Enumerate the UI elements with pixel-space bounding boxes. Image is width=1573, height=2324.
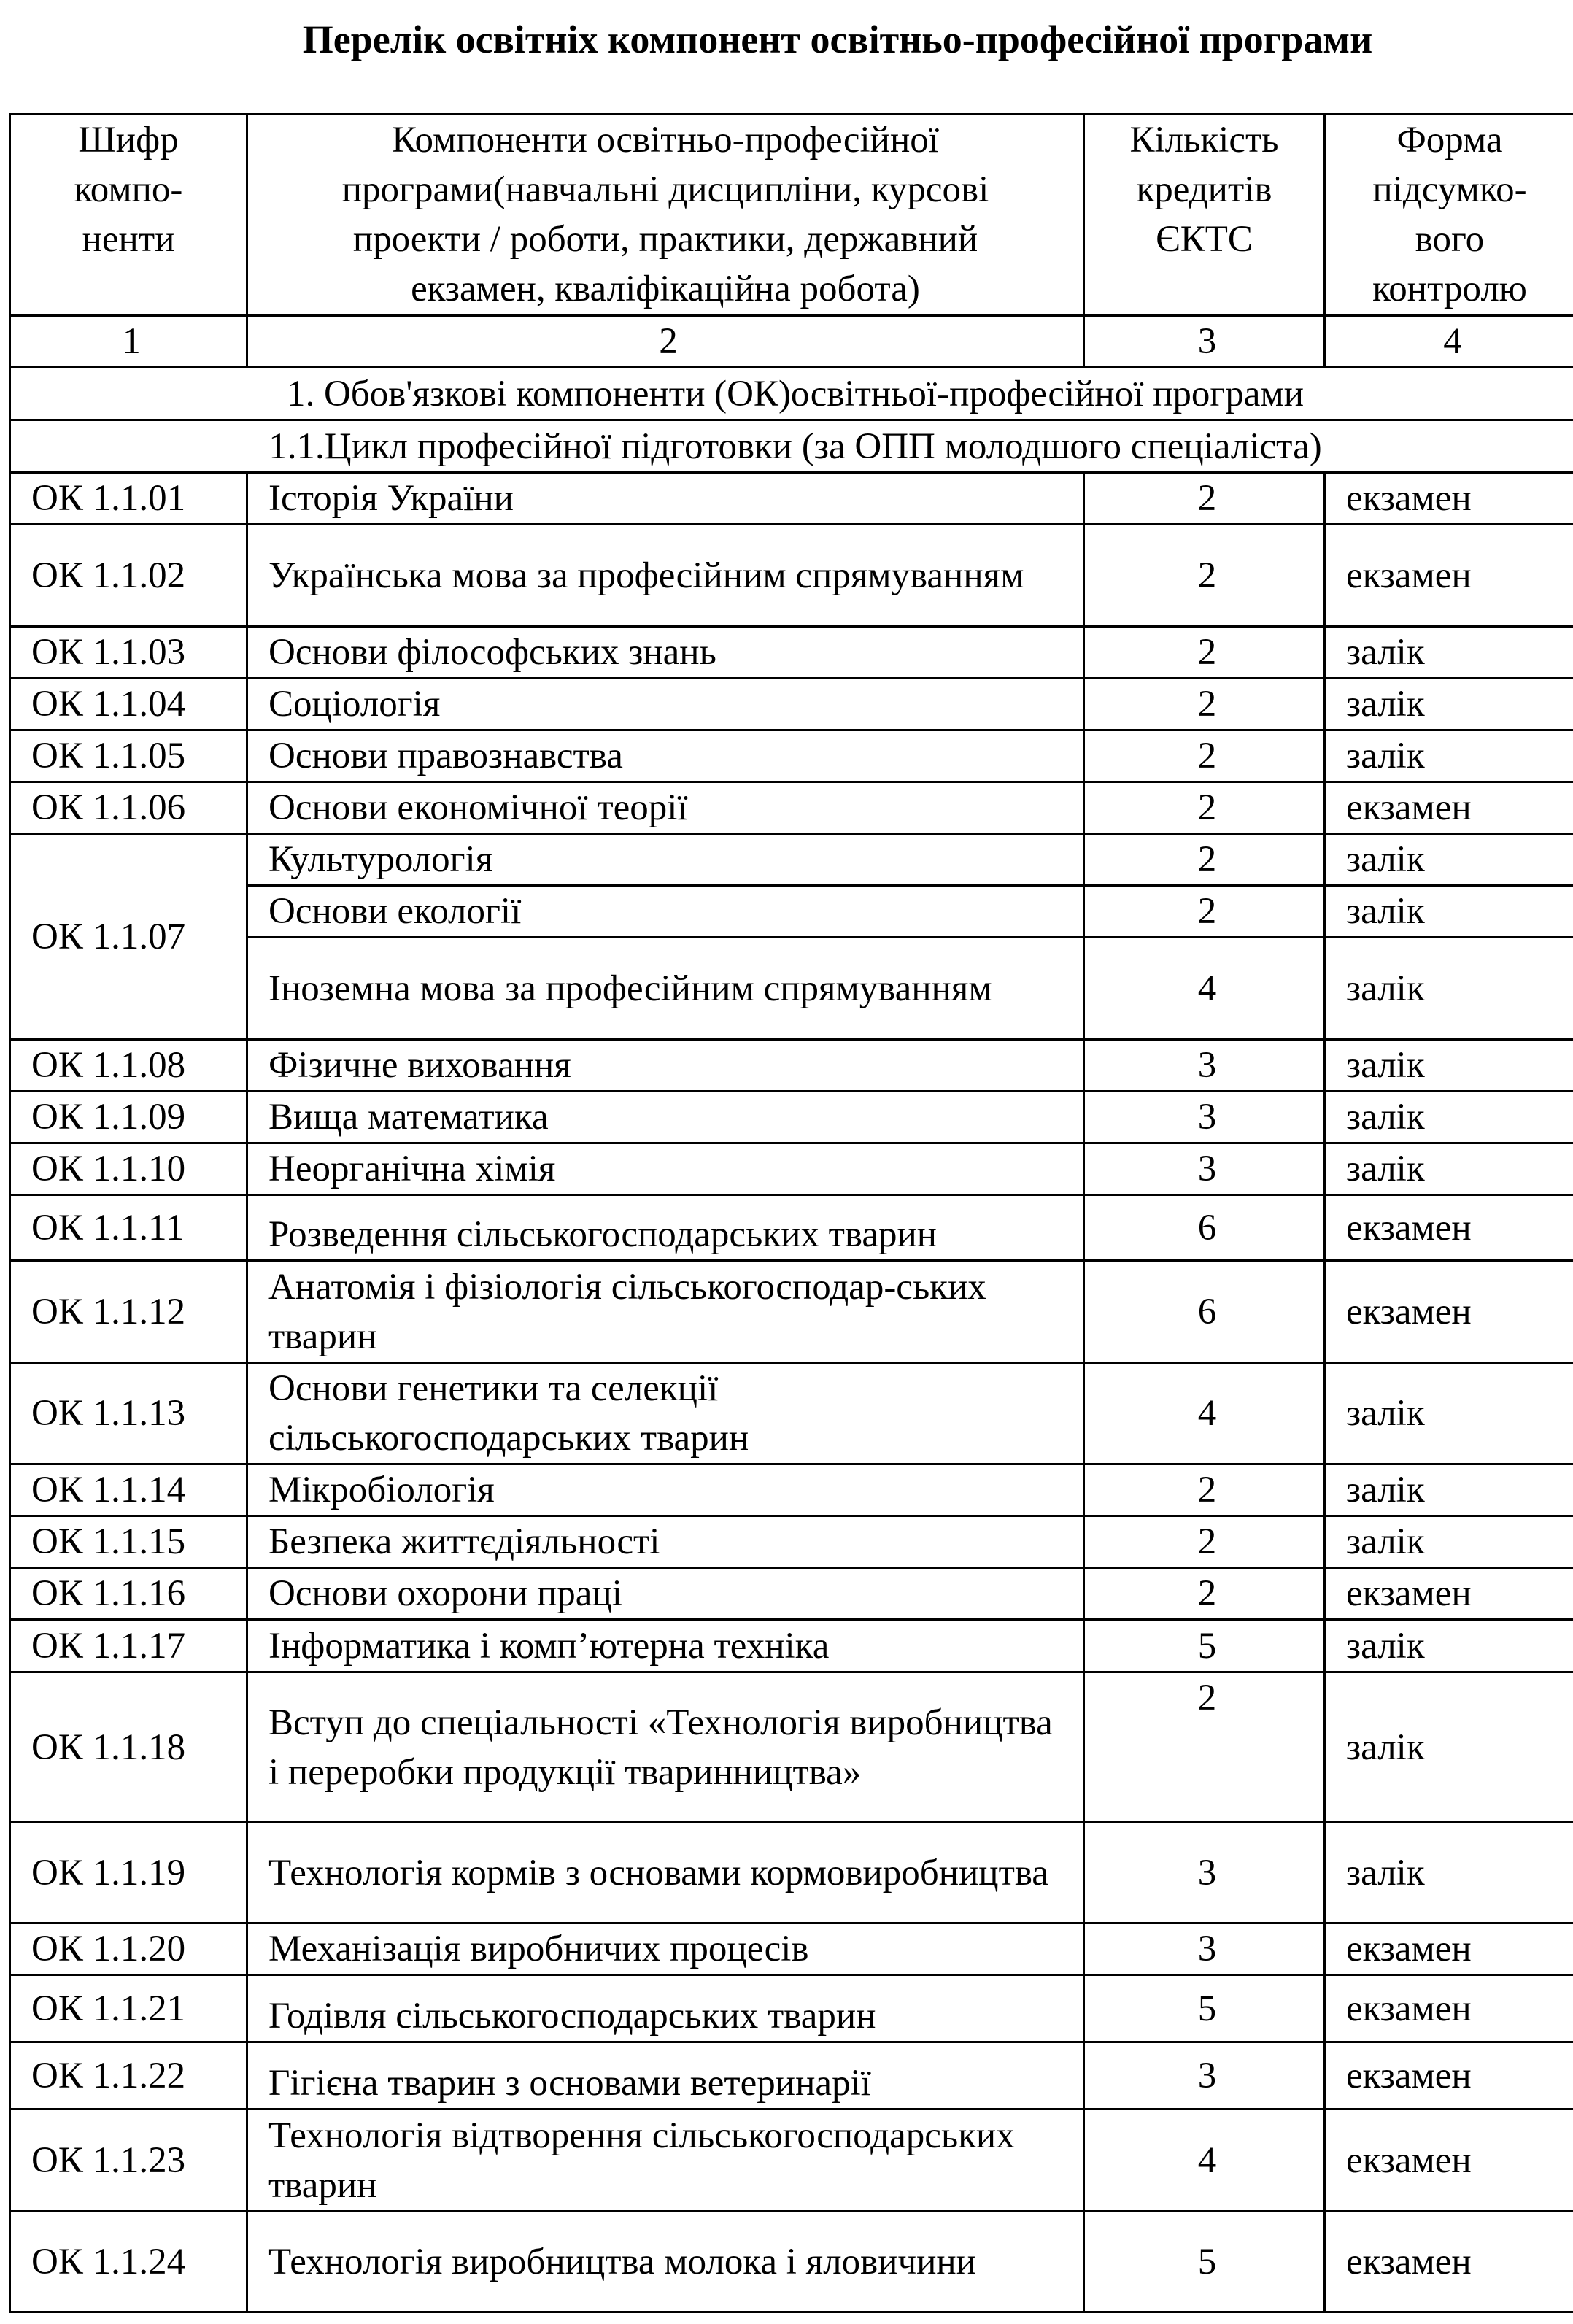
component-control: залік [1325,886,1573,938]
component-control: екзамен [1325,782,1573,834]
component-code: ОК 1.1.05 [10,730,247,782]
table-row [10,1261,1573,1363]
table-row [10,1092,1573,1143]
component-name: Розведення сільськогосподарських тварин [247,1195,1084,1261]
table-row [10,1975,1573,2042]
table-row [10,2109,1573,2212]
component-name: Основи екології [247,886,1084,938]
table-row [10,2042,1573,2109]
table-row [10,1672,1573,1823]
component-credits: 6 [1084,1261,1325,1363]
table-row [10,1823,1573,1923]
component-name: Вища математика [247,1092,1084,1143]
component-control: залік [1325,1464,1573,1516]
component-code: ОК 1.1.21 [10,1975,247,2042]
component-code: ОК 1.1.02 [10,525,247,627]
component-code: ОК 1.1.03 [10,627,247,679]
component-code: ОК 1.1.12 [10,1261,247,1363]
table-row [10,1143,1573,1195]
table-row [10,834,1573,886]
component-control: екзамен [1325,2212,1573,2312]
component-code: ОК 1.1.07 [10,834,247,1040]
component-code: ОК 1.1.22 [10,2042,247,2109]
subsection-title: 1.1.Цикл професійної підготовки (за ОПП молодшого спеціаліста) [10,420,1573,473]
component-credits: 3 [1084,1923,1325,1975]
component-name: Культурологія [247,834,1084,886]
component-credits: 2 [1084,525,1325,627]
component-control: залік [1325,679,1573,730]
component-control: екзамен [1325,525,1573,627]
component-name: Вступ до спеціальності «Технологія виробництва і переробки продукції тваринництва» [247,1672,1084,1823]
header-control: Форма підсумко-вого контролю [1325,115,1573,316]
component-name: Технологія кормів з основами кормовиробництва [247,1823,1084,1923]
component-credits: 2 [1084,1516,1325,1568]
component-control: залік [1325,1516,1573,1568]
component-credits: 2 [1084,1568,1325,1620]
table-row [10,1040,1573,1092]
table-row [10,730,1573,782]
component-name: Гігієна тварин з основами ветеринарії [247,2042,1084,2109]
component-control: екзамен [1325,1975,1573,2042]
component-code: ОК 1.1.19 [10,1823,247,1923]
header-code: Шифр компо-ненти [10,115,247,316]
component-name: Неорганічна хімія [247,1143,1084,1195]
component-control: залік [1325,938,1573,1040]
component-credits: 4 [1084,1363,1325,1464]
table-header-row [10,115,1573,316]
component-name: Українська мова за професійним спрямуванням [247,525,1084,627]
component-name: Фізичне виховання [247,1040,1084,1092]
table-row [10,1363,1573,1464]
header-credits: Кількість кредитів ЄКТС [1084,115,1325,316]
component-credits: 2 [1084,886,1325,938]
component-name: Механізація виробничих процесів [247,1923,1084,1975]
header-component: Компоненти освітньо-професійної програми(навчальні дисципліни, курсові проекти / роботи, практики, державний екзамен, кваліфікаційна робота) [247,115,1084,316]
component-code: ОК 1.1.18 [10,1672,247,1823]
component-control: екзамен [1325,1568,1573,1620]
component-name: Технологія відтворення сільськогосподарських тварин [247,2109,1084,2212]
component-code: ОК 1.1.16 [10,1568,247,1620]
component-code: ОК 1.1.09 [10,1092,247,1143]
column-number: 2 [247,316,1084,368]
component-control: екзамен [1325,1923,1573,1975]
component-credits: 5 [1084,1620,1325,1672]
component-control: залік [1325,834,1573,886]
component-credits: 2 [1084,679,1325,730]
component-code: ОК 1.1.13 [10,1363,247,1464]
component-control: залік [1325,1092,1573,1143]
column-number: 4 [1325,316,1573,368]
component-name: Основи економічної теорії [247,782,1084,834]
component-credits: 2 [1084,730,1325,782]
component-name: Мікробіологія [247,1464,1084,1516]
component-credits: 3 [1084,2042,1325,2109]
component-code: ОК 1.1.23 [10,2109,247,2212]
component-credits: 3 [1084,1092,1325,1143]
component-credits: 3 [1084,1143,1325,1195]
table-row [10,473,1573,525]
table-row [10,679,1573,730]
document-title: Перелік освітніх компонент освітньо-професійної програми [302,18,1373,61]
component-credits: 3 [1084,1040,1325,1092]
component-code: ОК 1.1.17 [10,1620,247,1672]
component-name: Іноземна мова за професійним спрямуванням [247,938,1084,1040]
table-row [10,1195,1573,1261]
subsection-row [10,420,1573,473]
component-credits: 3 [1084,1823,1325,1923]
component-code: ОК 1.1.04 [10,679,247,730]
table-row [10,1923,1573,1975]
table-row [10,782,1573,834]
table-row [10,1464,1573,1516]
component-code: ОК 1.1.06 [10,782,247,834]
component-code: ОК 1.1.08 [10,1040,247,1092]
component-control: залік [1325,627,1573,679]
component-name: Основи філософських знань [247,627,1084,679]
component-credits: 6 [1084,1195,1325,1261]
component-name: Соціологія [247,679,1084,730]
component-name: Безпека життєдіяльності [247,1516,1084,1568]
table-row [10,525,1573,627]
component-credits: 2 [1084,782,1325,834]
component-control: екзамен [1325,1195,1573,1261]
component-name: Анатомія і фізіологія сільськогосподар-ських тварин [247,1261,1084,1363]
component-code: ОК 1.1.15 [10,1516,247,1568]
component-control: залік [1325,1823,1573,1923]
column-number: 3 [1084,316,1325,368]
component-control: екзамен [1325,1261,1573,1363]
component-credits: 5 [1084,2212,1325,2312]
component-credits: 2 [1084,834,1325,886]
component-name: Основи охорони праці [247,1568,1084,1620]
component-control: екзамен [1325,2042,1573,2109]
component-credits: 4 [1084,2109,1325,2212]
component-name: Технологія виробництва молока і яловичини [247,2212,1084,2312]
component-control: залік [1325,730,1573,782]
component-code: ОК 1.1.14 [10,1464,247,1516]
table-row [10,627,1573,679]
component-credits: 4 [1084,938,1325,1040]
component-credits: 5 [1084,1975,1325,2042]
component-code: ОК 1.1.24 [10,2212,247,2312]
component-name: Основи генетики та селекції сільськогосподарських тварин [247,1363,1084,1464]
component-credits: 2 [1084,473,1325,525]
column-number-row [10,316,1573,368]
section-title: 1. Обов'язкові компоненти (ОК)освітньої-професійної програми [10,368,1573,420]
component-name: Історія України [247,473,1084,525]
component-control: залік [1325,1620,1573,1672]
component-credits: 2 [1084,627,1325,679]
program-components-table [9,113,1573,2313]
component-control: екзамен [1325,473,1573,525]
component-name: Годівля сільськогосподарських тварин [247,1975,1084,2042]
component-code: ОК 1.1.01 [10,473,247,525]
component-credits: 2 [1084,1672,1325,1823]
component-control: залік [1325,1672,1573,1823]
table-row [10,2212,1573,2312]
component-control: залік [1325,1143,1573,1195]
column-number: 1 [10,316,247,368]
component-credits: 2 [1084,1464,1325,1516]
component-control: залік [1325,1040,1573,1092]
component-code: ОК 1.1.11 [10,1195,247,1261]
component-control: залік [1325,1363,1573,1464]
component-code: ОК 1.1.10 [10,1143,247,1195]
component-code: ОК 1.1.20 [10,1923,247,1975]
table-row [10,1516,1573,1568]
table-row [10,1568,1573,1620]
component-control: екзамен [1325,2109,1573,2212]
component-name: Основи правознавства [247,730,1084,782]
table-row [10,1620,1573,1672]
component-name: Інформатика і комп’ютерна техніка [247,1620,1084,1672]
section-row [10,368,1573,420]
